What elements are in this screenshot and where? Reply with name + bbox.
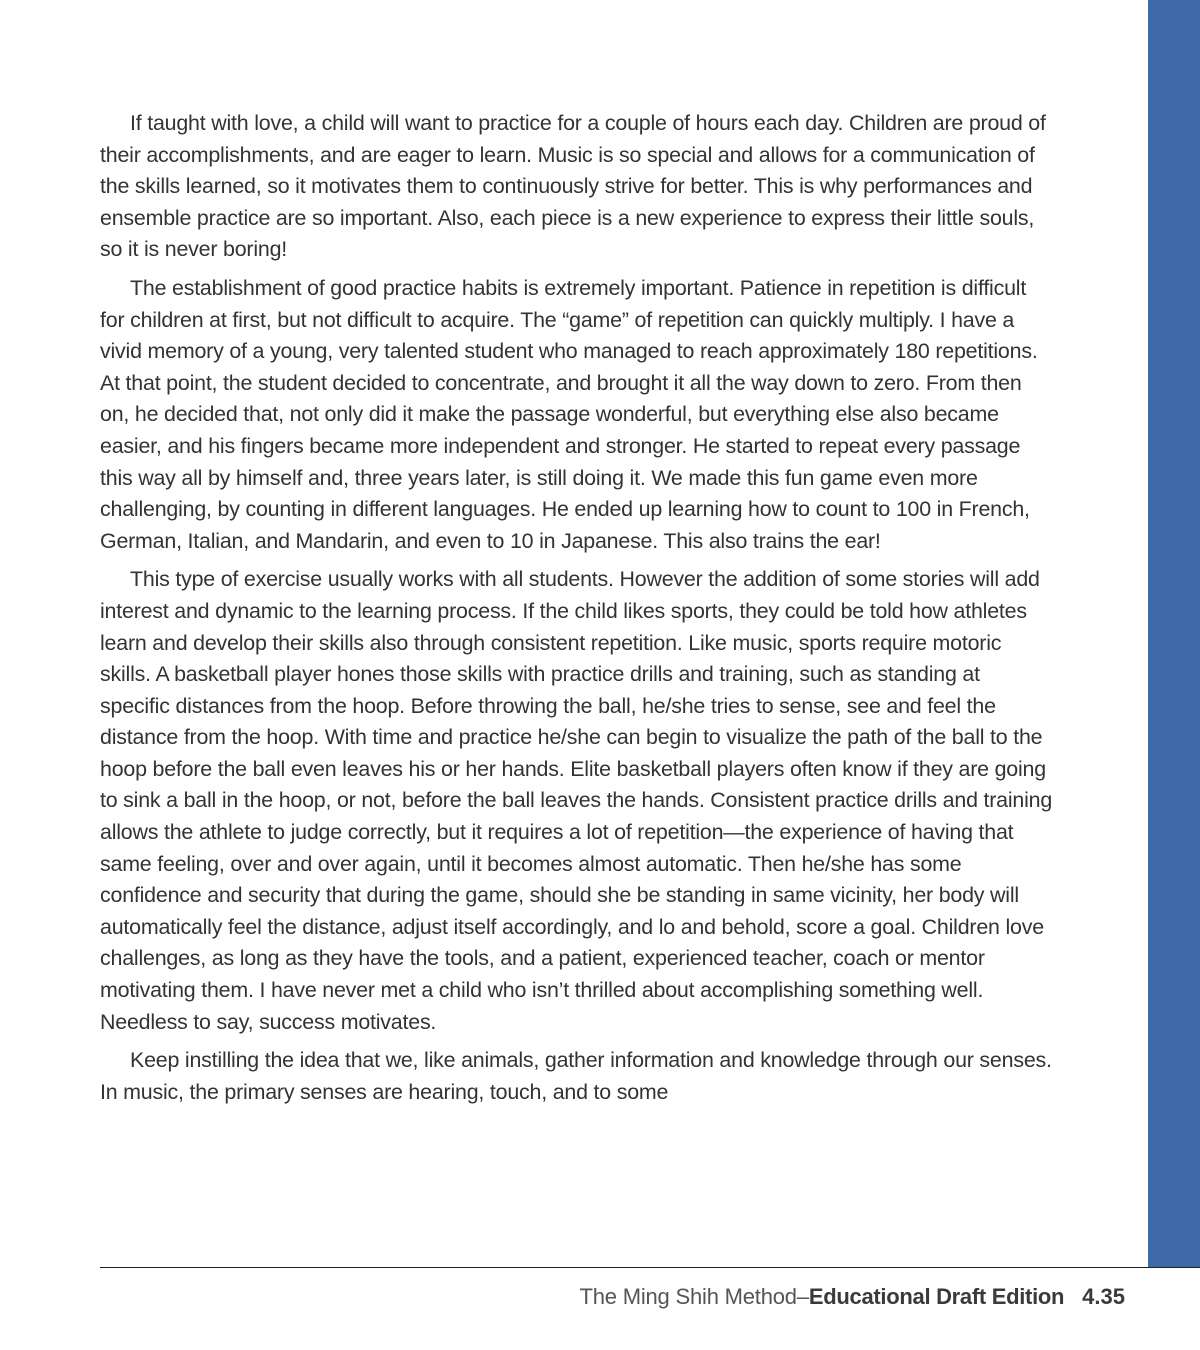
paragraph-3: This type of exercise usually works with all students. However the addition of some stories will add interest and dynamic to the learning process. If the child likes sports, they could be told how athletes learn and develop their skills also through consistent repetition. Like music, sports require motoric skills. A basketball player hones those skills with practice drills and training, such as standing at specific distances from the hoop. Before throwing the ball, he/she tries to sense, see and feel the distance from the hoop. With time and practice he/she can begin to visualize the path of the ball to the hoop before the ball even leaves his or her hands. Elite basketball players often know if they are going to sink a ball in the hoop, or not, before the ball leaves the hands. Consistent practice drills and training allows the athlete to judge correctly, but it requires a lot of repetition—the experience of having that same feeling, over and over again, until it becomes almost automatic. Then he/she has some confidence and security that during the game, should she be standing in same vicinity, her body will automatically feel the distance, adjust itself accordingly, and lo and behold, score a goal. Children love challenges, as long as they have the tools, and a patient, experienced teacher, coach or mentor motivating them. I have never met a child who isn’t thrilled about accomplishing something well. Needless to say, success motivates. xyxy=(100,567,1053,1034)
paragraph-2: The establishment of good practice habits is extremely important. Patience in repetition is difficult for children at first, but not difficult to acquire. The “game” of repetition can quickly multiply. I have a vivid memory of a young, very talented student who managed to reach approximately 180 repetitions. At that point, the student decided to concentrate, and brought it all the way down to zero. From then on, he decided that, not only did it make the passage wonderful, but everything else also became easier, and his fingers became more independent and stronger. He started to repeat every passage this way all by himself and, three years later, is still doing it. We made this fun game even more challenging, by counting in different languages. He ended up learning how to count to 100 in French, German, Italian, and Mandarin, and even to 10 in Japanese. This also trains the ear! xyxy=(100,275,1038,553)
page-number: 4.35 xyxy=(1082,1284,1125,1309)
paragraph-4: Keep instilling the idea that we, like animals, gather information and knowledge through our senses. In music, the primary senses are hearing, touch, and to some xyxy=(100,1048,1052,1104)
footer-edition: Educational Draft Edition xyxy=(808,1284,1065,1309)
paragraph-1: If taught with love, a child will want to practice for a couple of hours each day. Children are proud of their accomplishments, and are eager to learn. Music is so special and allows for a communication of the skills learned, so it motivates them to continuously strive for better. This is why performances and ensemble practice are so important. Also, each piece is a new experience to express their little souls, so it is never boring! xyxy=(100,111,1046,262)
footer-rule xyxy=(100,1267,1200,1268)
body-text xyxy=(100,108,1055,1115)
side-color-band xyxy=(1148,0,1200,1268)
page-footer xyxy=(579,1283,1125,1311)
footer-book-title: The Ming Shih Method– xyxy=(579,1284,809,1309)
